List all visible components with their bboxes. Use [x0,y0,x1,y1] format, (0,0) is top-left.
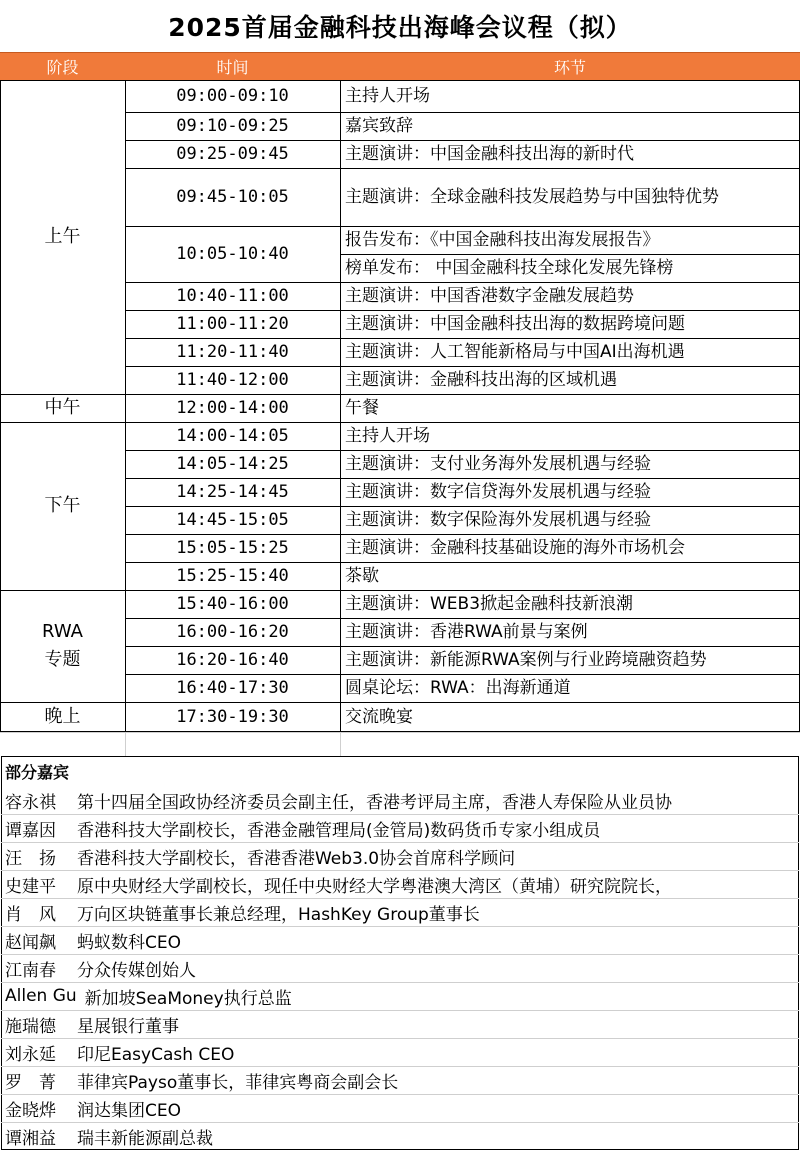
phase-cell: 中午 [44,397,81,418]
time-cell: 15:25-15:40 [176,566,289,586]
row-divider [0,590,800,591]
guest-name: 施瑞德 [5,1016,56,1037]
phase-cell: RWA 专题 [42,621,83,670]
guest-name: Allen Gu [5,986,77,1006]
row-divider [125,618,800,619]
guest-description: 星展银行董事 [77,1016,179,1037]
row-divider [0,422,800,423]
guest-row-divider [1,1122,799,1123]
row-divider [0,394,800,395]
column-divider [0,80,1,732]
row-divider [340,254,800,255]
time-cell: 15:40-16:00 [176,594,289,614]
column-header-phase: 阶段 [0,52,125,80]
guest-description: 原中央财经大学副校长，现任中央财经大学粤港澳大湾区（黄埔）研究院院长， [77,876,672,897]
time-cell: 10:40-11:00 [176,286,289,306]
guest-description: 新加坡SeaMoney执行总监 [84,988,292,1009]
guest-name: 刘永延 [5,1044,56,1065]
time-cell: 10:05-10:40 [176,244,289,264]
guest-row [5,870,797,898]
agenda-item: 嘉宾致辞 [345,116,413,136]
column-header-item: 环节 [340,52,800,80]
agenda-item: 主题演讲：金融科技基础设施的海外市场机会 [345,538,685,558]
row-divider [125,140,800,141]
time-cell: 15:05-15:25 [176,538,289,558]
agenda-item: 榜单发布： 中国金融科技全球化发展先锋榜 [345,258,674,278]
guest-row [5,842,797,870]
row-divider [125,338,800,339]
guest-description: 万向区块链董事长兼总经理，HashKey Group董事长 [77,904,480,925]
time-cell: 16:40-17:30 [176,678,289,698]
row-divider [125,646,800,647]
agenda-item: 主题演讲：金融科技出海的区域机遇 [345,370,617,390]
time-cell: 09:00-09:10 [176,86,289,106]
agenda-item: 主题演讲：数字信贷海外发展机遇与经验 [345,482,651,502]
time-cell: 14:00-14:05 [176,426,289,446]
guest-row [5,1094,797,1122]
guest-description: 蚂蚁数科CEO [77,932,181,953]
page-title: 2025首届金融科技出海峰会议程（拟） [168,13,632,42]
row-divider [125,168,800,169]
agenda-item: 主持人开场 [345,86,430,106]
time-cell: 09:10-09:25 [176,116,289,136]
guest-row [5,1038,797,1066]
guest-row [5,926,797,954]
row-divider [125,282,800,283]
guest-description: 分众传媒创始人 [77,960,196,981]
column-header-time: 时间 [125,52,340,80]
guest-name: 江南春 [5,960,56,981]
guests-title: 部分嘉宾 [5,763,70,782]
empty-row-divider [125,732,126,756]
agenda-item: 主题演讲：香港RWA前景与案例 [345,622,588,642]
guest-name: 容永祺 [5,792,56,813]
guest-name: 金晓烨 [5,1100,56,1121]
guest-row-divider [1,842,799,843]
guest-row-divider [1,1094,799,1095]
time-cell: 14:25-14:45 [176,482,289,502]
row-divider [125,226,800,227]
time-cell: 16:20-16:40 [176,650,289,670]
row-divider [125,534,800,535]
guest-row-divider [1,1010,799,1011]
guest-description: 印尼EasyCash CEO [77,1044,235,1065]
row-divider [125,506,800,507]
empty-row-top-border [0,732,800,733]
time-cell: 16:00-16:20 [176,622,289,642]
empty-row-divider [340,732,341,756]
guest-name: 谭嘉因 [5,820,56,841]
agenda-item: 主题演讲：中国金融科技出海的新时代 [345,144,634,164]
time-cell: 12:00-14:00 [176,398,289,418]
guest-row-divider [1,1066,799,1067]
phase-cell: 晚上 [44,706,81,727]
time-cell: 11:00-11:20 [176,314,289,334]
row-divider [125,310,800,311]
guest-row-divider [1,954,799,955]
time-cell: 17:30-19:30 [176,707,289,727]
row-divider [125,112,800,113]
guest-description: 香港科技大学副校长，香港香港Web3.0协会首席科学顾问 [77,848,516,869]
row-divider [125,562,800,563]
guest-row [5,1066,797,1094]
agenda-item: 报告发布：《中国金融科技出海发展报告》 [345,230,660,250]
guest-row [5,1010,797,1038]
row-divider [0,702,800,703]
agenda-item: 主题演讲：新能源RWA案例与行业跨境融资趋势 [345,650,707,670]
agenda-item: 午餐 [345,398,379,418]
guests-list [0,786,800,1150]
time-cell: 09:45-10:05 [176,187,289,207]
guest-row [5,786,797,814]
row-divider [125,450,800,451]
guest-row [5,1122,797,1150]
guest-row [5,898,797,926]
guest-description: 润达集团CEO [77,1100,181,1121]
agenda-item: 交流晚宴 [345,707,413,727]
guest-description: 瑞丰新能源副总裁 [77,1128,213,1149]
row-divider [0,80,800,81]
guest-row [5,982,797,1010]
guest-name: 史建平 [5,876,56,897]
guest-row-divider [1,870,799,871]
guest-description: 第十四届全国政协经济委员会副主任，香港考评局主席，香港人寿保险从业员协 [77,792,672,813]
row-divider [125,674,800,675]
guest-description: 香港科技大学副校长，香港金融管理局(金管局)数码货币专家小组成员 [77,820,601,841]
guest-name: 罗 菁 [5,1072,56,1093]
phase-cell: 上午 [44,226,81,247]
guest-name: 肖 风 [5,904,56,925]
agenda-item: 主题演讲：支付业务海外发展机遇与经验 [345,454,651,474]
agenda-item: 主题演讲：中国金融科技出海的数据跨境问题 [345,314,685,334]
guest-row-divider [1,1038,799,1039]
agenda-item: 主题演讲：人工智能新格局与中国AI出海机遇 [345,342,685,362]
guest-name: 谭湘益 [5,1128,56,1149]
agenda-item: 茶歇 [345,566,379,586]
guest-description: 菲律宾Payso董事长，菲律宾粤商会副会长 [77,1072,399,1093]
agenda-table [0,80,800,732]
guest-row-divider [1,926,799,927]
row-divider [125,366,800,367]
guest-row-divider [1,898,799,899]
agenda-item: 圆桌论坛：RWA：出海新通道 [345,678,571,698]
guest-name: 汪 扬 [5,848,56,869]
agenda-item: 主题演讲：全球金融科技发展趋势与中国独特优势 [345,187,719,207]
column-divider [125,80,126,732]
time-cell: 14:05-14:25 [176,454,289,474]
time-cell: 11:40-12:00 [176,370,289,390]
agenda-item: 主题演讲：数字保险海外发展机遇与经验 [345,510,651,530]
agenda-item: 主题演讲：中国香港数字金融发展趋势 [345,286,634,306]
row-divider [125,478,800,479]
guest-row [5,814,797,842]
guest-row [5,954,797,982]
phase-cell: 下午 [44,495,81,516]
column-divider [340,80,341,732]
guest-name: 赵闻飙 [5,932,56,953]
time-cell: 09:25-09:45 [176,144,289,164]
agenda-item: 主持人开场 [345,426,430,446]
time-cell: 11:20-11:40 [176,342,289,362]
guest-row-divider [1,814,799,815]
agenda-item: 主题演讲：WEB3掀起金融科技新浪潮 [345,594,634,614]
guest-row-divider [1,982,799,983]
time-cell: 14:45-15:05 [176,510,289,530]
